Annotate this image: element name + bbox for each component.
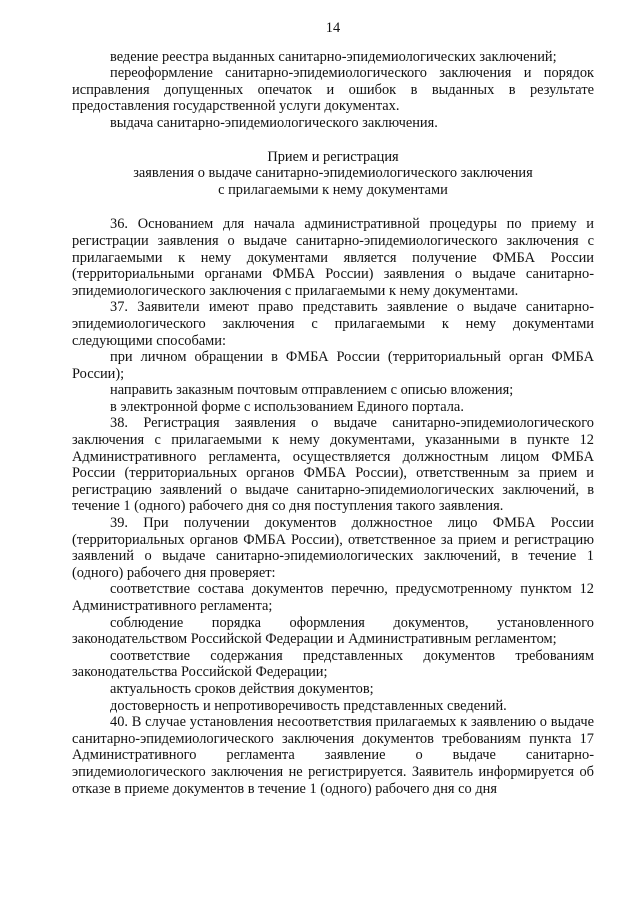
paragraph-36: 36. Основанием для начала административной процедуры по приему и регистрации заявления о выдаче санитарно-эпидемиологического заключения с прилагаемыми к нему документами является получение ФМБА России (территориальными органами ФМБА России) заявления о выдаче санитарно-эпидемиологического заключения с прилагаемыми к нему документами. [72, 216, 594, 299]
section-heading-line-3: с прилагаемыми к нему документами [218, 181, 448, 198]
section-heading [72, 149, 594, 199]
paragraph-39: 39. При получении документов должностное лицо ФМБА России (территориальных органов ФМБА России), ответственное за прием и регистрацию заявлений о выдаче санитарно-эпидемиологических заключений, в течение 1 (одного) рабочего дня проверяет: [72, 515, 594, 581]
paragraph-39-check-reliability: достоверность и непротиворечивость представленных сведений. [110, 697, 507, 714]
paragraph-39-check-content: соответствие содержания представленных документов требованиям законодательства Российской Федерации; [72, 647, 594, 681]
paragraph-37-method-electronic: в электронной форме с использованием Единого портала. [110, 398, 464, 415]
paragraph-39-check-validity: актуальность сроков действия документов; [110, 680, 374, 697]
paragraph-37-method-personal: при личном обращении в ФМБА России (территориальный орган ФМБА России); [72, 349, 594, 382]
paragraph-40: 40. В случае установления несоответствия прилагаемых к заявлению о выдаче санитарно-эпидемиологического заключения документов требованиям пункта 17 Административного регламента заявление о выдаче санитарно-эпидемиологического заключения не регистрируется. Заявитель информируется об отказе в приеме документов в течение 1 (одного) рабочего дня со дня [72, 714, 594, 797]
paragraph-37: 37. Заявители имеют право представить заявление о выдаче санитарно-эпидемиологического заключения с прилагаемыми к нему документами следующими способами: [72, 299, 594, 349]
paragraph-39-check-procedure: соблюдение порядка оформления документов, установленного законодательством Российской Федерации и Административным регламентом; [72, 614, 594, 648]
paragraph-38: 38. Регистрация заявления о выдаче санитарно-эпидемиологического заключения с прилагаемыми к нему документами, указанными в пункте 12 Административного регламента, осуществляется должностным лицом ФМБА России (территориальных органов ФМБА России), ответственным за прием и регистрацию заявлений о выдаче санитарно-эпидемиологических заключений, в течение 1 (одного) рабочего дня со дня поступления такого заявления. [72, 415, 594, 515]
section-heading-line-1: Прием и регистрация [267, 148, 399, 165]
paragraph-37-method-mail: направить заказным почтовым отправлением с описью вложения; [110, 382, 514, 399]
paragraph-39-check-composition: соответствие состава документов перечню, предусмотренному пунктом 12 Административного регламента; [72, 581, 594, 614]
page-number: 14 [325, 20, 341, 36]
paragraph-issuance: выдача санитарно-эпидемиологического заключения. [110, 114, 438, 131]
section-heading-line-2: заявления о выдаче санитарно-эпидемиологического заключения [133, 165, 533, 182]
paragraph-registry: ведение реестра выданных санитарно-эпидемиологических заключений; [110, 48, 557, 65]
paragraph-reissue: переоформление санитарно-эпидемиологического заключения и порядок исправления допущенных опечаток и ошибок в выданных в результате предоставления государственной услуги документах. [72, 65, 594, 115]
document-page [72, 20, 594, 797]
